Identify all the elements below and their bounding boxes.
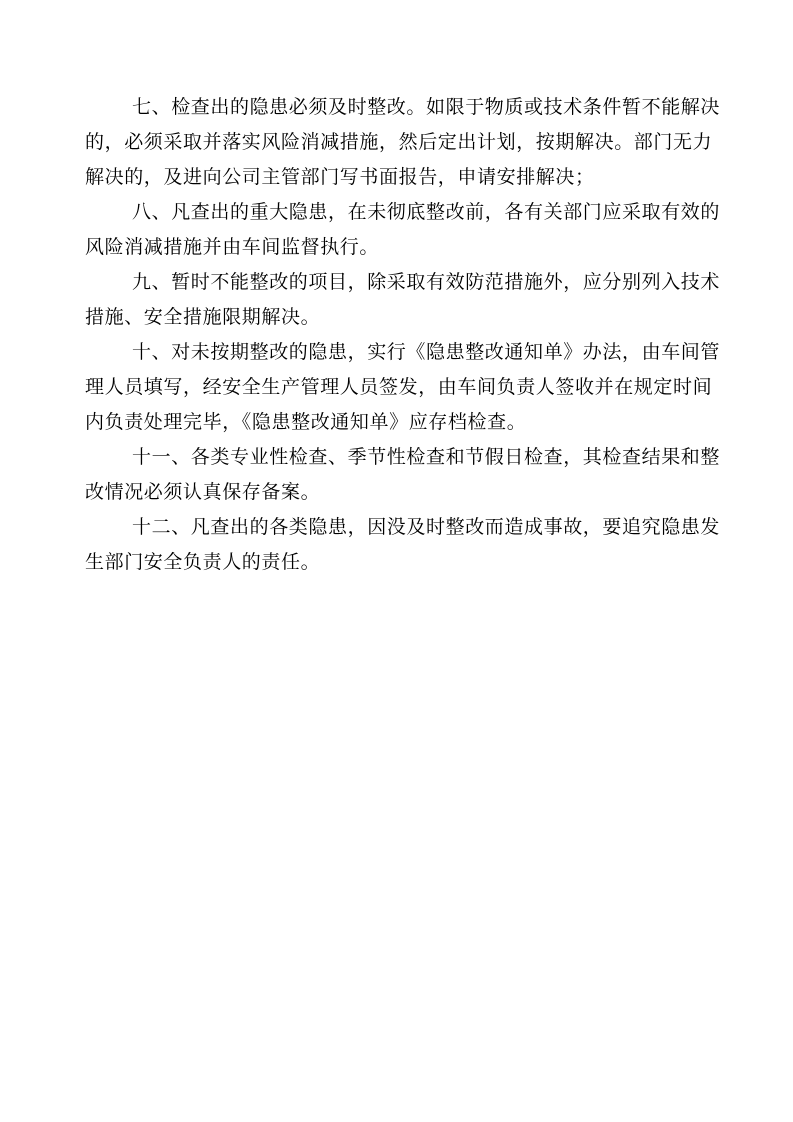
paragraph-line: 十一、各类专业性检查、季节性检查和节假日检查，其检查结果和整 <box>132 446 721 468</box>
paragraph-line: 七、检查出的隐患必须及时整改。如限于物质或技术条件暂不能解决 <box>132 96 721 118</box>
document-page <box>85 90 721 580</box>
paragraph-line: 理人员填写，经安全生产管理人员签发，由车间负责人签收并在规定时间 <box>85 376 713 398</box>
paragraph-line: 风险消减措施并由车间监督执行。 <box>85 236 380 258</box>
paragraph-item-7 <box>85 90 721 195</box>
paragraph-line: 十、对未按期整改的隐患，实行《隐患整改通知单》办法，由车间管 <box>132 341 721 363</box>
paragraph-item-10 <box>85 335 721 440</box>
paragraph-line: 生部门安全负责人的责任。 <box>85 551 321 573</box>
paragraph-item-9 <box>85 265 721 335</box>
paragraph-item-8 <box>85 195 721 265</box>
paragraph-line: 改情况必须认真保存备案。 <box>85 481 321 503</box>
paragraph-line: 十二、凡查出的各类隐患，因没及时整改而造成事故，要追究隐患发 <box>132 516 721 538</box>
paragraph-line: 九、暂时不能整改的项目，除采取有效防范措施外，应分别列入技术 <box>132 271 721 293</box>
paragraph-line: 解决的，及进向公司主管部门写书面报告，申请安排解决； <box>85 166 595 188</box>
paragraph-line: 措施、安全措施限期解决。 <box>85 306 321 328</box>
paragraph-line: 内负责处理完毕，《隐患整改通知单》应存档检查。 <box>85 411 527 433</box>
paragraph-line: 八、凡查出的重大隐患，在未彻底整改前，各有关部门应采取有效的 <box>132 201 721 223</box>
paragraph-item-12 <box>85 510 721 580</box>
paragraph-line: 的，必须采取并落实风险消减措施，然后定出计划，按期解决。部门无力 <box>85 131 713 153</box>
paragraph-item-11 <box>85 440 721 510</box>
